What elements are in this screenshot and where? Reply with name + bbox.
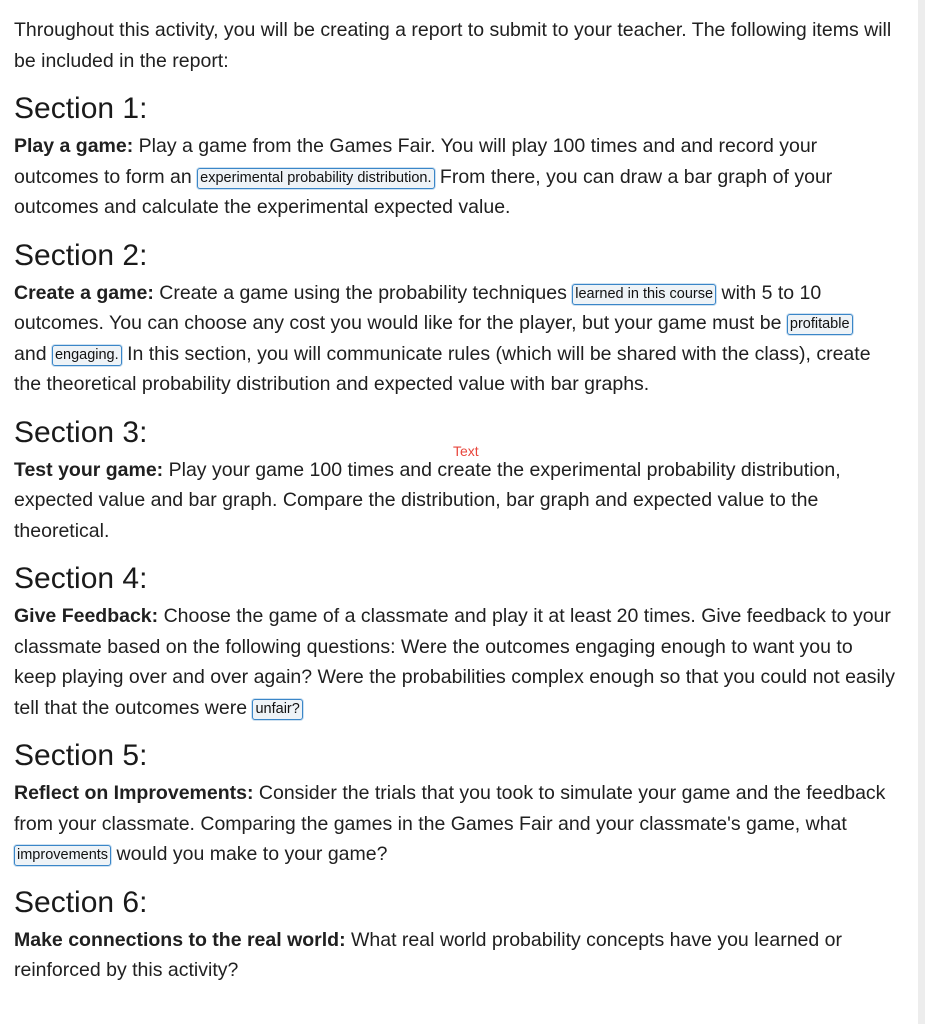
section-4-lead: Give Feedback: xyxy=(14,605,159,627)
section-2-lead: Create a game: xyxy=(14,281,154,304)
section-4-text: Choose the game of a classmate and play it at least 20 times. Give feedback to your classmate based on the following questions: Were the outcomes engaging enough to want you to keep playing over and over again? Were the probabilities complex enough so that you could not easily tell that the outcomes were xyxy=(14,605,895,719)
section-3-lead: Test your game: xyxy=(14,458,164,481)
section-1-body xyxy=(14,131,899,223)
section-5-heading: Section 5: xyxy=(14,739,148,772)
section-1-lead: Play a game: xyxy=(14,135,134,157)
section-2-text-3: and xyxy=(14,342,52,365)
term-improvements[interactable]: improvements xyxy=(14,845,111,866)
section-1-heading: Section 1: xyxy=(14,92,148,125)
vertical-scrollbar[interactable] xyxy=(918,0,925,1024)
section-5-lead: Reflect on Improvements: xyxy=(14,782,254,804)
section-2-text-2: with 5 to 10 outcomes. You can choose any cost you would like for the player, but your game must be xyxy=(14,281,822,334)
section-3-heading: Section 3: xyxy=(14,415,148,449)
section-3-text: Play your game 100 times and create the experimental probability distribution, expected value and bar graph. Compare the distribution, bar graph and expected value to the theoretical. xyxy=(14,458,841,542)
section-1-text-2: From there, you can draw a bar graph of your outcomes and calculate the experimental expected value. xyxy=(14,165,833,218)
section-5-text: Consider the trials that you took to simulate your game and the feedback from your classmate. Comparing the games in the Games Fair and your classmate's game, what xyxy=(14,782,886,835)
intro-paragraph: Throughout this activity, you will be creating a report to submit to your teacher. The following items will be included in the report: xyxy=(14,19,892,72)
section-6-lead: Make connections to the real world: xyxy=(14,928,346,951)
section-6-body xyxy=(14,925,899,986)
term-learned-in-this-course[interactable]: learned in this course xyxy=(572,284,716,305)
term-engaging[interactable]: engaging. xyxy=(52,345,122,366)
section-2-text-4: In this section, you will communicate rules (which will be shared with the class), create the theoretical probability distribution and expected value with bar graphs. xyxy=(14,342,871,395)
section-6-text: What real world probability concepts have you learned or reinforced by this activity? xyxy=(14,928,842,981)
section-4-heading: Section 4: xyxy=(14,562,148,595)
section-5-body xyxy=(14,778,899,870)
section-5-text-2: would you make to your game? xyxy=(111,843,388,865)
section-2-body xyxy=(14,278,899,400)
term-experimental-probability-distribution[interactable]: experimental probability distribution. xyxy=(197,168,434,189)
section-2-heading: Section 2: xyxy=(14,238,148,272)
term-profitable[interactable]: profitable xyxy=(787,314,853,335)
section-2-text: Create a game using the probability techniques xyxy=(153,281,573,304)
section-6-heading: Section 6: xyxy=(14,885,148,919)
section-1-text: Play a game from the Games Fair. You will play 100 times and and record your outcomes to form an xyxy=(14,135,818,188)
section-3-body xyxy=(14,455,899,547)
term-unfair[interactable]: unfair? xyxy=(252,699,302,720)
section-4-body xyxy=(14,601,899,723)
floating-text-label[interactable]: Text xyxy=(453,443,479,459)
report-instructions xyxy=(14,15,899,1001)
